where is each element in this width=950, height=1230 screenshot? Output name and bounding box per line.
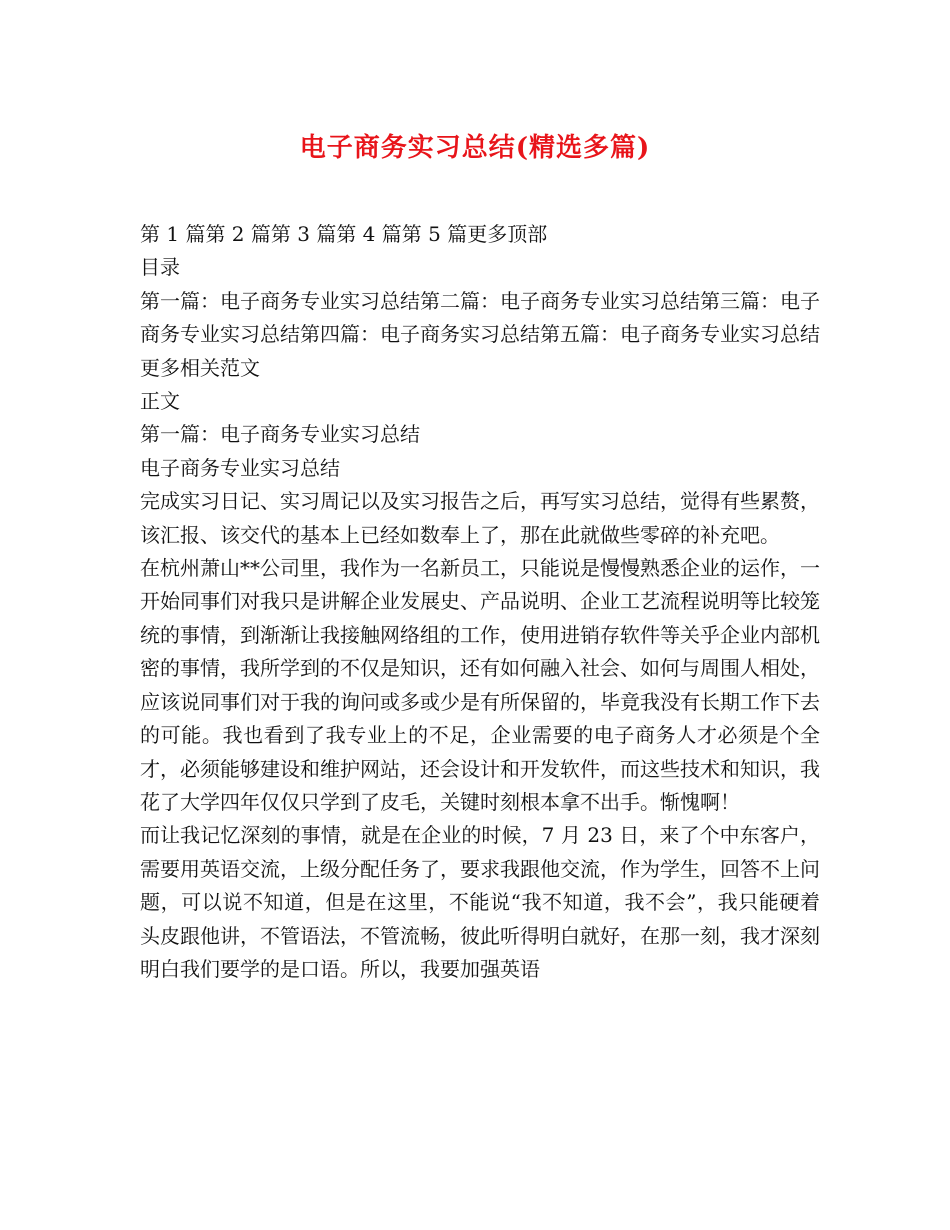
body-heading: 正文 [140,389,180,414]
toc-heading: 目录 [140,255,180,280]
body-paragraph: 在杭州萧山**公司里，我作为一名新员工，只能说是慢慢熟悉企业的运作，一开始同事们对我只是讲解企业发展史、产品说明、企业工艺流程说明等比较笼统的事情，到渐渐让我接触网络组的工作，使用进销存软件等关乎企业内部机密的事情，我所学到的不仅是知识，还有如何融入社会、如何与周围人相处，应该说同事们对于我的询问或多或少是有所保留的，毕竟我没有长期工作下去的可能。我也看到了我专业上的不足，企业需要的电子商务人才必须是个全才，必须能够建设和维护网站，还会设计和开发软件，而这些技术和知识，我花了大学四年仅仅只学到了皮毛，关键时刻根本拿不出手。惭愧啊！ [140,556,820,814]
toc-entries: 第一篇：电子商务专业实习总结第二篇：电子商务专业实习总结第三篇：电子商务专业实习总结第四篇：电子商务实习总结第五篇：电子商务专业实习总结更多相关范文 [140,288,820,380]
body-paragraph: 而让我记忆深刻的事情，就是在企业的时候，7 月 23 日，来了个中东客户，需要用英语交流，上级分配任务了，要求我跟他交流，作为学生，回答不上问题，可以说不知道，但是在这里，不能说“我不知道，我不会”，我只能硬着头皮跟他讲，不管语法，不管流畅，彼此听得明白就好，在那一刻，我才深刻明白我们要学的是口语。所以，我要加强英语 [140,823,820,981]
section-nav-line: 第 1 篇第 2 篇第 3 篇第 4 篇第 5 篇更多顶部 [140,222,548,246]
chapter-subtitle: 电子商务专业实习总结 [140,455,340,480]
document-body [140,218,820,986]
document-title: 电子商务实习总结(精选多篇) [299,133,651,163]
body-paragraph: 完成实习日记、实习周记以及实习报告之后，再写实习总结，觉得有些累赘，该汇报、该交代的基本上已经如数奉上了，那在此就做些零碎的补充吧。 [140,489,820,547]
chapter-heading: 第一篇：电子商务专业实习总结 [140,422,420,447]
